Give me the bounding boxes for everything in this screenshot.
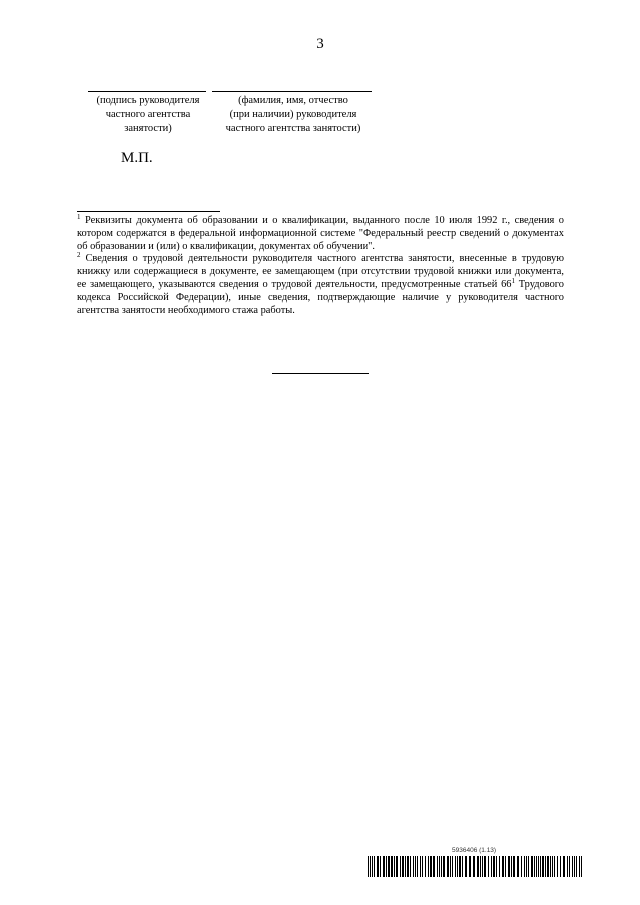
footnote-text: Реквизиты документа об образовании и о квалификации, выданного после 10 июля 1992 г., сведения о котором содержатся в федеральной информационной системе "Федеральный реестр сведений о документах об образовании и (или) о квалификации, документах об обучении". xyxy=(77,215,564,252)
footnote-2 xyxy=(77,253,564,317)
end-separator xyxy=(272,373,369,374)
caption-line: частного агентства занятости) xyxy=(225,123,361,134)
signature-caption-right xyxy=(208,94,378,136)
footnote-marker: 2 xyxy=(77,251,81,260)
footnotes xyxy=(77,215,564,317)
article-superscript: 1 xyxy=(511,276,515,285)
caption-line: (подпись руководителя xyxy=(96,95,200,106)
footnote-marker: 1 xyxy=(77,213,81,221)
barcode-number: 5936406 (1.13) xyxy=(452,847,497,854)
stamp-placeholder: М.П. xyxy=(121,150,153,166)
caption-line: (при наличии) руководителя xyxy=(229,109,357,120)
footnote-separator xyxy=(77,211,220,212)
signature-caption-left xyxy=(78,94,218,136)
footnote-text-continued: Трудового кодекса Российской Федерации), иные сведения, подтверждающие наличие у руководителя частного агентства занятости необходимого стажа работы. xyxy=(77,278,564,316)
caption-line: занятости) xyxy=(124,123,172,134)
signature-line-left xyxy=(88,91,206,92)
signature-line-right xyxy=(212,91,372,92)
page-number: 3 xyxy=(316,36,324,52)
footnote-1 xyxy=(77,215,564,253)
barcode-icon xyxy=(368,856,586,877)
caption-line: частного агентства xyxy=(105,109,191,120)
caption-line: (фамилия, имя, отчество xyxy=(238,95,348,106)
footnote-text: Сведения о трудовой деятельности руководителя частного агентства занятости, внесенные в трудовую книжку или содержащиеся в документе, ее замещающем (при отсутствии трудовой книжки или документа, ее замещающего, указываются сведения о трудовой деятельности, предусмотренные статьей 66 xyxy=(77,253,564,290)
